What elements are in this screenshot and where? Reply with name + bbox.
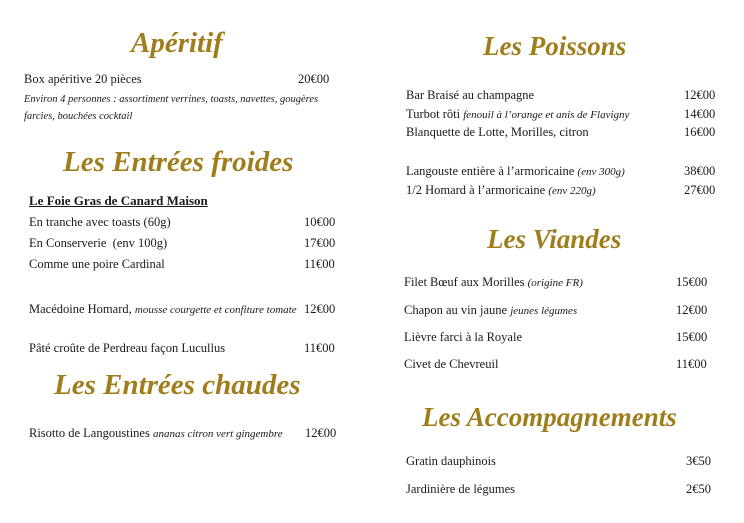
viandes-title: Les Viandes (487, 224, 622, 254)
menu-item-name: Risotto de Langoustines (29, 426, 150, 440)
menu-item-price: 12€00 (676, 303, 708, 317)
menu-item-price: 12€00 (304, 302, 336, 316)
menu-item-price: 12€00 (684, 88, 716, 102)
menu-item (406, 164, 625, 179)
menu-item-note: ananas citron vert gingembre (152, 428, 283, 440)
menu-item (406, 107, 629, 122)
menu-item-note: (env 300g) (577, 166, 625, 178)
menu-item-name: Civet de Chevreuil (404, 357, 499, 371)
menu-item-note: jeunes légumes (510, 305, 578, 317)
menu-item (404, 275, 583, 290)
menu-item-price: 14€00 (684, 107, 716, 121)
menu-item-name: Jardinière de légumes (406, 482, 515, 496)
menu-item-name: Lièvre farci à la Royale (404, 330, 522, 344)
entrees-chaudes-title: Les Entrées chaudes (54, 369, 301, 401)
menu-item (29, 236, 167, 251)
menu-item-price: 11€00 (304, 341, 335, 355)
menu-item-price: 10€00 (304, 215, 336, 229)
menu-item-name: Turbot rôti (406, 107, 461, 121)
menu-item-box-aperitive: Box apéritive 20 pièces (24, 72, 142, 86)
menu-item-note: (origine FR) (527, 277, 583, 289)
menu-item-price: 16€00 (684, 125, 716, 139)
menu-item-name: Filet Bœuf aux Morilles (404, 275, 525, 289)
menu-item (29, 426, 283, 441)
menu-item (29, 302, 297, 317)
aperitif-title: Apéritif (131, 27, 223, 59)
menu-item-name: Gratin dauphinois (406, 454, 496, 468)
entrees-froides-title: Les Entrées froides (63, 146, 294, 178)
menu-item-name: Comme une poire Cardinal (29, 257, 165, 271)
menu-item-price: 27€00 (684, 183, 716, 197)
menu-item (406, 88, 534, 103)
menu-item-price: 15€00 (676, 275, 708, 289)
accompagnements-title: Les Accompagnements (422, 402, 677, 432)
menu-item-name: 1/2 Homard à l’armoricaine (406, 183, 546, 197)
menu-item (406, 482, 515, 497)
menu-item (29, 215, 171, 230)
menu-item-price: 3€50 (686, 454, 711, 468)
menu-item-price: 11€00 (304, 257, 335, 271)
menu-item (406, 454, 496, 469)
menu-item (404, 303, 577, 318)
menu-item-note: fenouil à l’orange et anis de Flavigny (463, 109, 630, 121)
menu-item (29, 257, 165, 272)
menu-item-price: 11€00 (676, 357, 707, 371)
menu-item-price: 17€00 (304, 236, 336, 250)
menu-item-price: 2€50 (686, 482, 711, 496)
menu-item (404, 357, 498, 372)
menu-item-name: Bar Braisé au champagne (406, 88, 535, 102)
menu-item-name: Langouste entière à l’armoricaine (406, 164, 575, 178)
menu-item-name: Chapon au vin jaune (404, 303, 508, 317)
menu-item-name: Pâté croûte de Perdreau façon Lucullus (29, 341, 226, 355)
menu-item-note: mousse courgette et confiture tomate (134, 304, 297, 316)
foie-gras-subtitle: Le Foie Gras de Canard Maison (29, 193, 208, 208)
menu-item-name: En Conserverie (env 100g) (29, 236, 168, 250)
menu-item (406, 125, 589, 140)
menu-item-name: Blanquette de Lotte, Morilles, citron (406, 125, 589, 139)
menu-item (29, 341, 225, 356)
menu-item-price: 15€00 (676, 330, 708, 344)
menu-item-note: (env 220g) (548, 185, 596, 197)
menu-item-price: 20€00 (298, 72, 330, 86)
menu-item-price: 12€00 (305, 426, 337, 440)
menu-item-price: 38€00 (684, 164, 716, 178)
poissons-title: Les Poissons (483, 31, 627, 61)
aperitif-description: Environ 4 personnes : assortiment verrines, toasts, navettes, gougères farcies, bouchées cocktail (24, 94, 319, 122)
menu-item (406, 183, 596, 198)
menu-item (404, 330, 522, 345)
menu-item-name: En tranche avec toasts (60g) (29, 215, 171, 229)
menu-item-name: Macédoine Homard, (29, 302, 132, 316)
